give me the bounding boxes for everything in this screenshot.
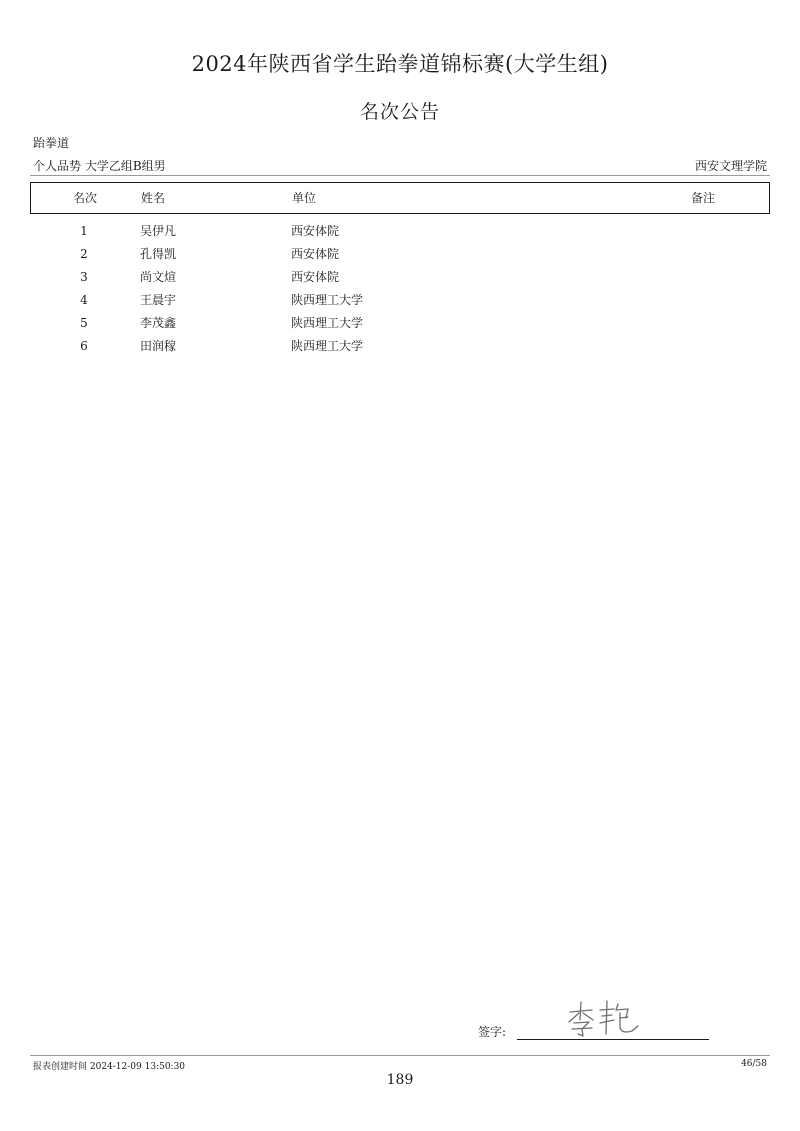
handwritten-signature bbox=[562, 998, 644, 1038]
rank-cell: 4 bbox=[80, 293, 88, 307]
signature-line bbox=[517, 1039, 709, 1040]
page-number: 189 bbox=[386, 1072, 414, 1088]
name-cell: 李茂鑫 bbox=[140, 316, 177, 330]
table-header bbox=[30, 182, 770, 214]
results-table bbox=[30, 220, 770, 358]
rank-cell: 2 bbox=[80, 247, 88, 261]
report-subtitle: 名次公告 bbox=[359, 101, 440, 123]
venue-name: 西安文理学院 bbox=[694, 159, 767, 173]
header-rank: 名次 bbox=[72, 191, 97, 205]
name-cell: 王晨宇 bbox=[140, 293, 177, 307]
table-row bbox=[30, 220, 770, 243]
header-note: 备注 bbox=[691, 191, 716, 205]
unit-cell: 西安体院 bbox=[291, 224, 340, 238]
top-divider bbox=[30, 175, 770, 176]
rank-cell: 1 bbox=[80, 224, 88, 238]
name-cell: 田润稼 bbox=[140, 339, 177, 353]
name-cell: 吴伊凡 bbox=[140, 224, 177, 238]
table-row bbox=[30, 335, 770, 358]
table-row bbox=[30, 243, 770, 266]
event-name: 跆拳道 bbox=[33, 136, 70, 150]
name-cell: 孔得凯 bbox=[140, 247, 177, 261]
table-row bbox=[30, 312, 770, 335]
unit-cell: 西安体院 bbox=[291, 270, 340, 284]
signature-label: 签字: bbox=[478, 1025, 507, 1039]
unit-cell: 陕西理工大学 bbox=[291, 316, 364, 330]
page-counter: 46/58 bbox=[741, 1059, 767, 1069]
bottom-divider bbox=[30, 1055, 770, 1056]
rank-cell: 3 bbox=[80, 270, 88, 284]
header-name: 姓名 bbox=[141, 191, 166, 205]
table-row bbox=[30, 289, 770, 312]
name-cell: 尚文煊 bbox=[140, 270, 177, 284]
unit-cell: 陕西理工大学 bbox=[291, 293, 364, 307]
rank-cell: 5 bbox=[80, 316, 88, 330]
report-title: 2024年陕西省学生跆拳道锦标赛(大学生组) bbox=[191, 52, 609, 76]
header-unit: 单位 bbox=[292, 191, 317, 205]
unit-cell: 西安体院 bbox=[291, 247, 340, 261]
category-name: 个人品势 大学乙组B组男 bbox=[33, 159, 166, 173]
rank-cell: 6 bbox=[80, 339, 88, 353]
created-timestamp: 报表创建时间 2024-12-09 13:50:30 bbox=[33, 1062, 186, 1072]
table-row bbox=[30, 266, 770, 289]
unit-cell: 陕西理工大学 bbox=[291, 339, 364, 353]
